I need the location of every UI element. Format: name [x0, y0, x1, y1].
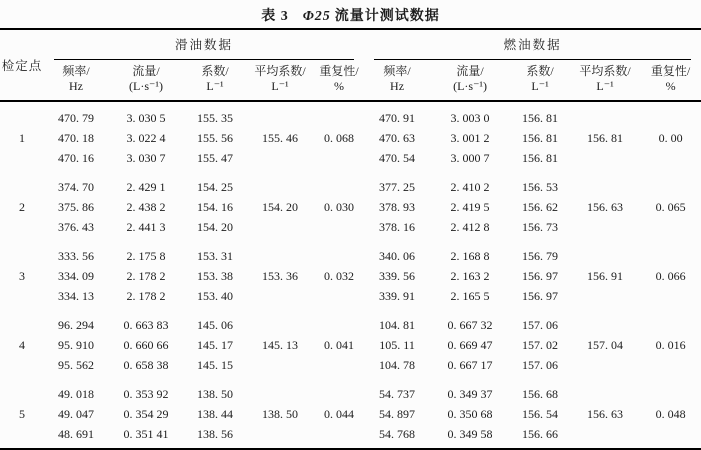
cell-lube-freq: 334. 13 — [58, 289, 94, 303]
cell-lube-freq: 334. 09 — [58, 269, 94, 283]
cell-lube-flow: 2. 429 1 — [126, 180, 166, 194]
cell-lube-coeff: 153. 40 — [197, 289, 233, 303]
cell-lube-freq: 376. 43 — [58, 220, 94, 234]
cell-fuel-freq: 104. 78 — [379, 358, 416, 372]
cell-fuel-flow: 3. 003 0 — [450, 111, 490, 125]
cell-fuel-freq: 470. 54 — [379, 151, 416, 165]
cell-fuel-coeff: 156. 62 — [522, 200, 559, 214]
table-row — [0, 315, 701, 335]
cell-lube-freq: 470. 79 — [58, 111, 94, 125]
cell-point: 1 — [19, 131, 25, 145]
group-header-fuel-oil-label: 燃油数据 — [374, 30, 691, 60]
cell-lube-coeff: 145. 06 — [197, 318, 233, 332]
cell-fuel-freq: 54. 897 — [379, 407, 416, 421]
cell-lube-avg: 153. 36 — [262, 269, 298, 283]
table-title-phi: Φ25 — [302, 9, 331, 24]
cell-lube-coeff: 155. 56 — [197, 131, 233, 145]
cell-fuel-freq: 470. 91 — [379, 111, 416, 125]
cell-point: 3 — [19, 269, 25, 283]
cell-lube-coeff: 153. 38 — [197, 269, 233, 283]
cell-fuel-coeff: 156. 54 — [522, 407, 559, 421]
cell-lube-coeff: 138. 44 — [197, 407, 233, 421]
group-header-lube-oil — [44, 29, 364, 60]
cell-fuel-avg: 157. 04 — [587, 338, 624, 352]
table-body — [0, 101, 701, 449]
cell-fuel-rep: 0. 048 — [655, 407, 686, 421]
group-header-fuel-oil — [364, 29, 701, 60]
column-header-point: 检定点 — [1, 59, 43, 73]
cell-lube-freq: 95. 562 — [58, 358, 94, 372]
cell-lube-flow: 3. 022 4 — [126, 131, 166, 145]
spacer-row — [0, 375, 701, 384]
cell-lube-flow: 2. 438 2 — [126, 200, 166, 214]
cell-fuel-flow: 2. 419 5 — [450, 200, 490, 214]
cell-lube-flow: 0. 351 41 — [123, 427, 169, 441]
cell-fuel-flow: 2. 412 8 — [450, 220, 490, 234]
cell-point: 5 — [19, 407, 25, 421]
cell-fuel-freq: 378. 93 — [379, 200, 416, 214]
cell-point: 4 — [19, 338, 25, 352]
cell-fuel-flow: 2. 168 8 — [450, 249, 490, 263]
cell-fuel-flow: 2. 163 2 — [450, 269, 490, 283]
cell-lube-freq: 470. 18 — [58, 131, 94, 145]
column-header-lube-repeatability: 重复性/ % — [319, 64, 359, 93]
cell-lube-flow: 2. 441 3 — [126, 220, 166, 234]
cell-lube-coeff: 153. 31 — [197, 249, 233, 263]
cell-fuel-coeff: 156. 79 — [522, 249, 559, 263]
cell-fuel-coeff: 156. 53 — [522, 180, 559, 194]
cell-lube-flow: 2. 178 2 — [126, 269, 166, 283]
table-title-name: 流量计测试数据 — [334, 9, 440, 24]
spacer-row — [0, 101, 701, 108]
cell-lube-freq: 96. 294 — [58, 318, 94, 332]
cell-point: 2 — [19, 200, 25, 214]
cell-lube-rep: 0. 068 — [324, 131, 355, 145]
cell-lube-flow: 3. 030 7 — [126, 151, 166, 165]
cell-lube-rep: 0. 032 — [324, 269, 355, 283]
cell-lube-coeff: 145. 17 — [197, 338, 233, 352]
cell-fuel-freq: 54. 737 — [379, 387, 416, 401]
table-row — [0, 108, 701, 128]
cell-lube-flow: 0. 354 29 — [123, 407, 169, 421]
cell-lube-rep: 0. 044 — [324, 407, 355, 421]
cell-fuel-flow: 3. 001 2 — [450, 131, 490, 145]
cell-lube-coeff: 155. 35 — [197, 111, 233, 125]
cell-fuel-coeff: 156. 73 — [522, 220, 559, 234]
column-header-fuel-repeatability: 重复性/ % — [650, 64, 691, 93]
cell-fuel-freq: 104. 81 — [379, 318, 416, 332]
spacer-row — [0, 306, 701, 315]
cell-lube-flow: 0. 660 66 — [123, 338, 169, 352]
cell-fuel-flow: 0. 350 68 — [447, 407, 493, 421]
column-header-fuel-flow: 流量/ (L·s⁻¹) — [453, 64, 487, 93]
cell-lube-coeff: 138. 56 — [197, 427, 233, 441]
cell-lube-avg: 154. 20 — [262, 200, 298, 214]
cell-fuel-coeff: 156. 97 — [522, 289, 559, 303]
cell-lube-freq: 333. 56 — [58, 249, 94, 263]
cell-fuel-freq: 339. 56 — [379, 269, 416, 283]
spacer-row — [0, 168, 701, 177]
cell-lube-flow: 3. 030 5 — [126, 111, 166, 125]
cell-fuel-rep: 0. 065 — [655, 200, 686, 214]
cell-fuel-flow: 2. 410 2 — [450, 180, 490, 194]
cell-fuel-avg: 156. 63 — [587, 407, 624, 421]
cell-fuel-freq: 339. 91 — [379, 289, 416, 303]
cell-fuel-coeff: 156. 97 — [522, 269, 559, 283]
cell-fuel-coeff: 157. 06 — [522, 358, 559, 372]
cell-fuel-flow: 0. 349 37 — [447, 387, 493, 401]
cell-lube-rep: 0. 041 — [324, 338, 355, 352]
cell-lube-flow: 0. 353 92 — [123, 387, 169, 401]
cell-fuel-avg: 156. 63 — [587, 200, 624, 214]
cell-lube-freq: 48. 691 — [58, 427, 94, 441]
cell-fuel-freq: 377. 25 — [379, 180, 416, 194]
cell-lube-freq: 49. 047 — [58, 407, 94, 421]
cell-fuel-avg: 156. 81 — [587, 131, 624, 145]
cell-fuel-coeff: 156. 81 — [522, 131, 559, 145]
cell-lube-freq: 375. 86 — [58, 200, 94, 214]
cell-lube-coeff: 155. 47 — [197, 151, 233, 165]
group-header-row — [0, 29, 701, 60]
column-header-lube-coefficient: 系数/ L⁻¹ — [201, 64, 229, 93]
cell-lube-freq: 95. 910 — [58, 338, 94, 352]
table-row — [0, 384, 701, 404]
column-header-lube-frequency: 频率/ Hz — [62, 64, 90, 93]
cell-fuel-flow: 0. 667 17 — [447, 358, 493, 372]
cell-fuel-flow: 0. 669 47 — [447, 338, 493, 352]
cell-lube-coeff: 154. 25 — [197, 180, 233, 194]
cell-fuel-freq: 340. 06 — [379, 249, 416, 263]
cell-fuel-freq: 105. 11 — [379, 338, 415, 352]
cell-fuel-rep: 0. 016 — [655, 338, 686, 352]
column-header-lube-flow: 流量/ (L·s⁻¹) — [129, 64, 163, 93]
cell-lube-coeff: 154. 20 — [197, 220, 233, 234]
cell-lube-coeff: 138. 50 — [197, 387, 233, 401]
cell-fuel-coeff: 157. 02 — [522, 338, 559, 352]
cell-fuel-rep: 0. 066 — [655, 269, 686, 283]
column-header-fuel-coefficient: 系数/ L⁻¹ — [526, 64, 554, 93]
column-header-fuel-avg-coefficient: 平均系数/ L⁻¹ — [579, 64, 631, 93]
cell-fuel-coeff: 157. 06 — [522, 318, 559, 332]
cell-fuel-avg: 156. 91 — [587, 269, 624, 283]
cell-fuel-coeff: 156. 66 — [522, 427, 559, 441]
group-header-lube-oil-label: 滑油数据 — [54, 30, 354, 60]
cell-lube-freq: 470. 16 — [58, 151, 94, 165]
cell-lube-flow: 0. 658 38 — [123, 358, 169, 372]
cell-fuel-flow: 0. 349 58 — [447, 427, 493, 441]
cell-fuel-freq: 378. 16 — [379, 220, 416, 234]
cell-fuel-flow: 2. 165 5 — [450, 289, 490, 303]
cell-lube-freq: 374. 70 — [58, 180, 94, 194]
cell-lube-coeff: 154. 16 — [197, 200, 233, 214]
cell-lube-coeff: 145. 15 — [197, 358, 233, 372]
column-header-fuel-frequency: 频率/ Hz — [383, 64, 411, 93]
cell-lube-flow: 0. 663 83 — [123, 318, 169, 332]
cell-lube-flow: 2. 178 2 — [126, 289, 166, 303]
flowmeter-test-data-table — [0, 28, 701, 450]
cell-lube-avg: 155. 46 — [262, 131, 298, 145]
column-header-row — [0, 60, 701, 101]
cell-fuel-flow: 0. 667 32 — [447, 318, 493, 332]
table-row — [0, 246, 701, 266]
spacer-row — [0, 237, 701, 246]
cell-lube-avg: 145. 13 — [262, 338, 298, 352]
cell-fuel-flow: 3. 000 7 — [450, 151, 490, 165]
cell-fuel-rep: 0. 00 — [658, 131, 683, 145]
cell-fuel-coeff: 156. 81 — [522, 151, 559, 165]
cell-lube-freq: 49. 018 — [58, 387, 94, 401]
column-header-lube-avg-coefficient: 平均系数/ L⁻¹ — [254, 64, 306, 93]
cell-fuel-coeff: 156. 81 — [522, 111, 559, 125]
cell-fuel-freq: 54. 768 — [379, 427, 416, 441]
table-title — [0, 0, 701, 25]
table-row — [0, 177, 701, 197]
cell-fuel-coeff: 156. 68 — [522, 387, 559, 401]
cell-fuel-freq: 470. 63 — [379, 131, 416, 145]
table-number: 表 3 — [261, 9, 289, 24]
table-header — [0, 29, 701, 101]
cell-lube-rep: 0. 030 — [324, 200, 355, 214]
cell-lube-flow: 2. 175 8 — [126, 249, 166, 263]
cell-lube-avg: 138. 50 — [262, 407, 298, 421]
